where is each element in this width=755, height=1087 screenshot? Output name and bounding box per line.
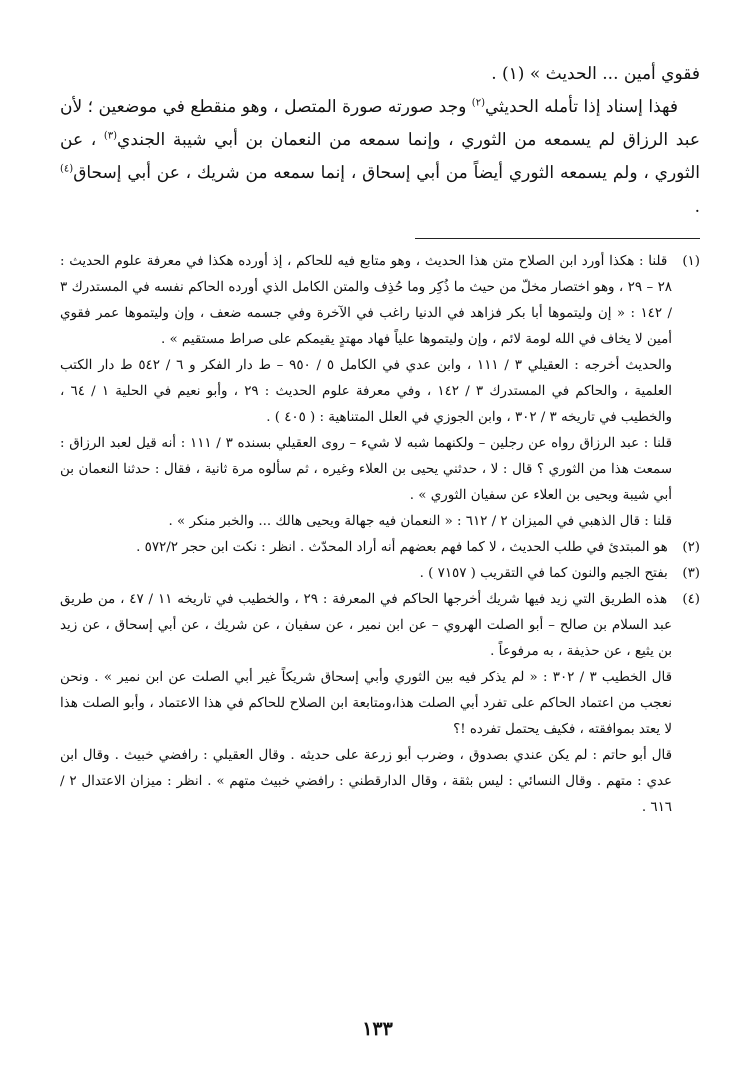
footnotes bbox=[60, 249, 700, 821]
main-text bbox=[60, 58, 700, 224]
main-text-a: فهذا إسناد إذا تأمله الحديثي bbox=[484, 97, 678, 118]
main-text-b: وجد صورته صورة المتصل ، وهو منقطع في موضعين ؛ لأن عبد الرزاق لم يسمعه من الثوري ، وإنما سمعه من النعمان بن أبي شيبة الجندي bbox=[60, 97, 700, 151]
footnote-2 bbox=[60, 535, 700, 561]
footnote-4-p3: قال أبو حاتم : لم يكن عندي بصدوق ، وضرب أبو زرعة على حديثه . وقال العقيلي : رافضي خبيث . وقال ابن عدي : متهم . وقال النسائي : ليس بثقة ، وقال الدارقطني : رافضي خبيث متهم » . انظر : ميزان الاعتدال ٢ / ٦١٦ . bbox=[60, 747, 672, 815]
footnote-4-p1 bbox=[60, 587, 700, 665]
footnote-3-text: بفتح الجيم والنون كما في التقريب ( ٧١٥٧ ) . bbox=[419, 565, 668, 581]
main-line-1: فقوي أمين ... الحديث » (١) . bbox=[491, 64, 700, 84]
main-text-d: . bbox=[694, 196, 700, 217]
footnote-4-text: هذه الطريق التي زيد فيها شريك أخرجها الحاكم في المعرفة : ٢٩ ، والخطيب في تاريخه ١١ / ٤٧ ، من طريق عبد السلام بن صالح – أبو الصلت الهروي – عن ابن نمير ، عن سفيان ، عن شريك ، عن أبي إسحاق ، عن زيد بن يثيع ، عن حذيفة ، به مرفوعاً . bbox=[60, 591, 672, 659]
footnote-1-p1 bbox=[60, 249, 700, 353]
footnote-ref-4[interactable]: (٤) bbox=[60, 163, 74, 175]
main-text-c: ، عن الثوري ، ولم يسمعه الثوري أيضاً من أبي إسحاق ، إنما سمعه من شريك ، عن أبي إسحاق bbox=[60, 130, 700, 184]
footnote-1-p4: قلنا : قال الذهبي في الميزان ٢ / ٦١٢ : « النعمان فيه جهالة ويحيى هالك ... والخبر منكر » . bbox=[168, 513, 672, 529]
footnote-3 bbox=[60, 561, 700, 587]
footnote-ref-2[interactable]: (٢) bbox=[471, 97, 485, 109]
footnote-3-number: (٣) bbox=[682, 565, 700, 581]
footnote-2-number: (٢) bbox=[682, 539, 700, 555]
page-number: ١٣٣ bbox=[362, 1018, 393, 1040]
footnote-1-text: قلنا : هكذا أورد ابن الصلاح متن هذا الحديث ، وهو متابع فيه للحاكم ، إذ أورده هكذا في معرفة علوم الحديث : ٢٨ – ٢٩ ، وهو اختصار مخلّ من حيث ما ذُكِر وما حُذِف والمتن الكامل الذي أورده الحاكم نفسه في المستدرك ٣ / ١٤٢ : « إن وليتموها أبا بكر فزاهد في الدنيا راغب في الآخرة وفي جسمه ضعف ، وإن وليتموها عمر فقوي أمين لا يخاف في الله لومة لائم ، وإن وليتموها علياً فهاد مهتدٍ يقيمكم على صراط مستقيم » . bbox=[60, 253, 672, 347]
footnote-4-p2: قال الخطيب ٣ / ٣٠٢ : « لم يذكر فيه بين الثوري وأبي إسحاق شريكاً غير أبي الصلت عن ابن نمير » . ونحن نعجب من اعتماد الحاكم على تفرد أبي الصلت هذا،ومتابعة ابن الصلاح للحاكم في هذا الاعتماد ، وأبو الصلت هذا لا يعتد بموافقته ، فكيف يحتمل تفرده !؟ bbox=[60, 669, 673, 737]
footnote-2-text: هو المبتدئ في طلب الحديث ، لا كما فهم بعضهم أنه أراد المحدّث . انظر : نكت ابن حجر ٥٧٢/٢ . bbox=[136, 539, 668, 555]
footnote-ref-3[interactable]: (٣) bbox=[103, 130, 118, 142]
footnote-divider bbox=[415, 238, 700, 239]
footnote-4-number: (٤) bbox=[682, 591, 700, 607]
main-paragraph bbox=[60, 91, 700, 224]
footnote-1-p2: والحديث أخرجه : العقيلي ٣ / ١١١ ، وابن عدي في الكامل ٥ / ٩٥٠ – ط دار الفكر و ٦ / ٥٤٢ ط دار الكتب العلمية ، والحاكم في المستدرك ٣ / ١٤٢ ، وفي معرفة علوم الحديث : ٢٩ ، وأبو نعيم في الحلية ١ / ٦٤ ، والخطيب في تاريخه ٣ / ٣٠٢ ، وابن الجوزي في العلل المتناهية : ( ٤٠٥ ) . bbox=[60, 357, 673, 425]
footnote-1-p3: قلنا : عبد الرزاق رواه عن رجلين – ولكنهما شبه لا شيء – روى العقيلي بسنده ٣ / ١١١ : أنه قيل لعبد الرزاق : سمعت هذا من الثوري ؟ قال : لا ، حدثني يحيى بن العلاء وغيره ، ثم سألوه مرة ثانية ، فقال : حدثنا النعمان بن أبي شيبة ويحيى بن العلاء عن سفيان الثوري » . bbox=[60, 435, 672, 503]
footnote-1-number: (١) bbox=[682, 253, 700, 269]
page-body bbox=[60, 58, 700, 821]
